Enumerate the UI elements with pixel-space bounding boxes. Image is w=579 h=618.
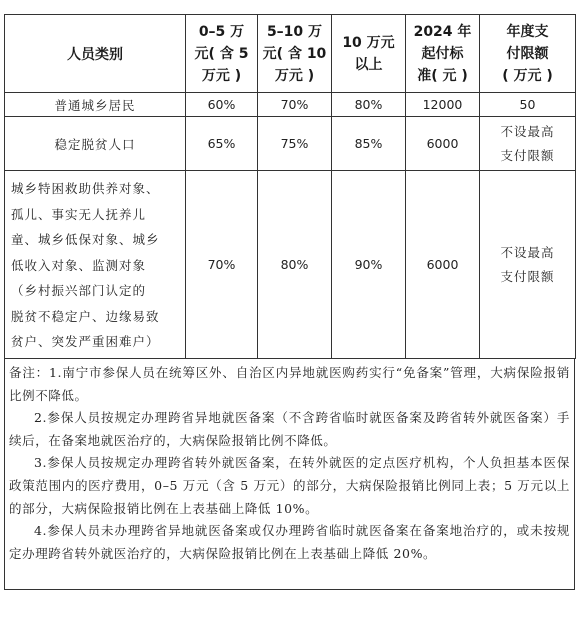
category-line: 脱贫不稳定户、边缘易致 — [11, 308, 160, 324]
annual-limit-line: 支付限额 — [500, 147, 555, 163]
category-cell — [5, 117, 186, 171]
annual-limit-cell — [480, 117, 576, 171]
header-line: 年度支 — [506, 23, 549, 40]
header-line: 5–10 万 — [266, 23, 323, 40]
category-cell — [5, 93, 186, 117]
header-row — [5, 15, 576, 93]
category-line: 贫户、突发严重困难户） — [11, 334, 160, 350]
header-line: 10 万元 — [342, 34, 395, 51]
header-line: 万元 ) — [274, 67, 315, 84]
rate-10-plus-cell: 85% — [332, 117, 406, 171]
note-4: 4.参保人员未办理跨省异地就医备案或仅办理跨省临时就医备案在备案地治疗的，或未按规定办理跨省转外就医治疗的，大病保险报销比例在上表基础上降低 20%。 — [9, 523, 570, 561]
annual-limit-cell — [480, 93, 576, 117]
category-text: 稳定脱贫人口 — [54, 136, 136, 152]
header-line: 2024 年 — [413, 23, 472, 40]
header-category — [5, 15, 186, 93]
deductible-cell: 6000 — [406, 117, 480, 171]
rate-0-5-cell: 65% — [186, 117, 258, 171]
rate-5-10-cell: 75% — [258, 117, 332, 171]
category-text: 普通城乡居民 — [54, 97, 136, 113]
header-rate-5-10 — [258, 15, 332, 93]
header-line: 付限额 — [506, 45, 549, 62]
header-line: 元( 含 10 — [262, 45, 327, 62]
table-row — [5, 93, 576, 117]
category-line: （乡村振兴部门认定的 — [11, 283, 147, 299]
category-cell — [5, 171, 186, 359]
note-2: 2.参保人员按规定办理跨省异地就医备案（不含跨省临时就医备案及跨省转外就医备案）手续后，在备案地就医治疗的，大病保险报销比例不降低。 — [9, 410, 570, 448]
rate-0-5-cell: 60% — [186, 93, 258, 117]
benefit-document — [4, 14, 575, 608]
header-line: 起付标 — [421, 45, 464, 62]
deductible-cell: 12000 — [406, 93, 480, 117]
deductible-cell: 6000 — [406, 171, 480, 359]
header-line: 万元 ) — [201, 67, 242, 84]
header-line: 元( 含 5 — [194, 45, 249, 62]
annual-limit-line: 支付限额 — [500, 268, 555, 284]
header-category-text: 人员类别 — [67, 46, 123, 63]
rate-0-5-cell: 70% — [186, 171, 258, 359]
annual-limit-line: 不设最高 — [500, 123, 555, 139]
category-line: 城乡特困救助供养对象、 — [11, 180, 160, 196]
table-row — [5, 117, 576, 171]
annual-limit-line: 不设最高 — [500, 244, 555, 260]
header-rate-10-plus — [332, 15, 406, 93]
header-line: 以上 — [354, 56, 383, 73]
category-line: 低收入对象、监测对象 — [11, 257, 147, 273]
annual-limit-cell — [480, 171, 576, 359]
category-line: 孤儿、事实无人抚养儿 — [11, 206, 147, 222]
header-line: 0–5 万 — [198, 23, 245, 40]
rate-10-plus-cell: 90% — [332, 171, 406, 359]
note-3: 3.参保人员按规定办理跨省转外就医备案，在转外就医的定点医疗机构，个人负担基本医保政策范围内的医疗费用，0–5 万元（含 5 万元）的部分，大病保险报销比例同上表；5 万元以上的部分，大病保险报销比例在上表基础上降低 10%。 — [9, 455, 570, 516]
note-1: 备注：1.南宁市参保人员在统筹区外、自治区内异地就医购药实行“免备案”管理，大病保险报销比例不降低。 — [9, 365, 570, 403]
rate-5-10-cell: 80% — [258, 171, 332, 359]
header-line: ( 万元 ) — [502, 67, 553, 84]
header-rate-0-5 — [186, 15, 258, 93]
rate-10-plus-cell: 80% — [332, 93, 406, 117]
table-row — [5, 171, 576, 359]
category-line: 童、城乡低保对象、城乡 — [11, 232, 160, 248]
header-deductible — [406, 15, 480, 93]
annual-limit-text: 50 — [519, 97, 536, 112]
reimbursement-table — [4, 14, 576, 359]
notes-section — [4, 359, 575, 590]
header-annual-limit — [480, 15, 576, 93]
header-line: 准( 元 ) — [417, 67, 468, 84]
rate-5-10-cell: 70% — [258, 93, 332, 117]
